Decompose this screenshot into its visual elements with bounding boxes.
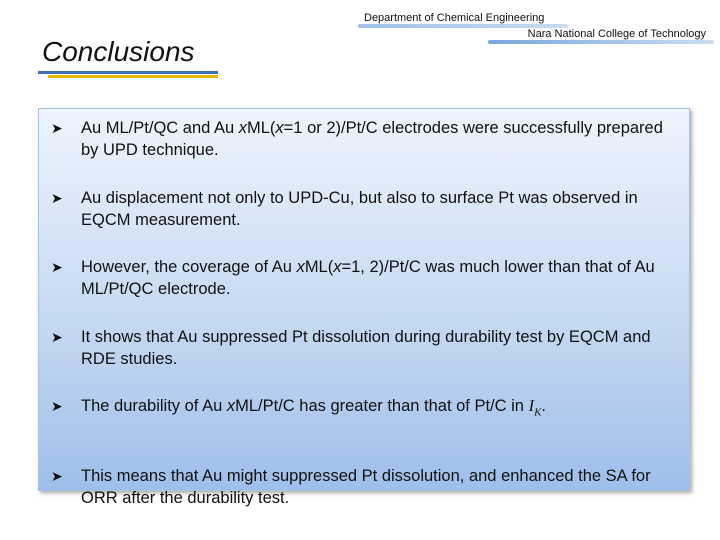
arrow-bullet-icon: ➤	[51, 328, 63, 345]
bullet-text: Au ML/Pt/QC and Au xML(x=1 or 2)/Pt/C electrodes were successfully prepared by UPD technique.	[81, 119, 663, 159]
bullet-list	[49, 117, 679, 534]
header-college: Nara National College of Technology	[527, 28, 706, 40]
bullet-text: Au displacement not only to UPD-Cu, but also to surface Pt was observed in EQCM measurement.	[81, 188, 638, 229]
arrow-bullet-icon: ➤	[51, 259, 63, 275]
list-item	[49, 256, 679, 326]
arrow-bullet-icon: ➤	[51, 120, 63, 136]
bullet-text: The durability of Au xML/Pt/C has greater than that of Pt/C in $I_K$.	[81, 396, 547, 419]
arrow-bullet-icon: ➤	[51, 189, 63, 206]
bullet-text: However, the coverage of Au xML(x=1, 2)/Pt/C was much lower than that of Au ML/Pt/QC electrode.	[81, 258, 655, 298]
arrow-bullet-icon: ➤	[51, 398, 63, 414]
list-item	[49, 465, 679, 535]
ik-symbol: $I_K$	[528, 396, 542, 419]
header-underline-2	[488, 40, 714, 44]
slide-title: Conclusions	[42, 36, 195, 67]
bullet-text: This means that Au might suppressed Pt dissolution, and enhanced the SA for ORR after the durability test.	[81, 466, 651, 507]
title-underline-blue	[38, 71, 218, 74]
title-underline-gold	[48, 75, 218, 78]
bullet-text: It shows that Au suppressed Pt dissolution during durability test by EQCM and RDE studies.	[81, 327, 651, 368]
list-item	[49, 187, 679, 257]
conclusions-box	[38, 108, 690, 507]
arrow-bullet-icon: ➤	[51, 467, 63, 484]
list-item	[49, 395, 679, 465]
list-item	[49, 117, 679, 187]
list-item	[49, 326, 679, 396]
header-department: Department of Chemical Engineering	[364, 12, 545, 24]
